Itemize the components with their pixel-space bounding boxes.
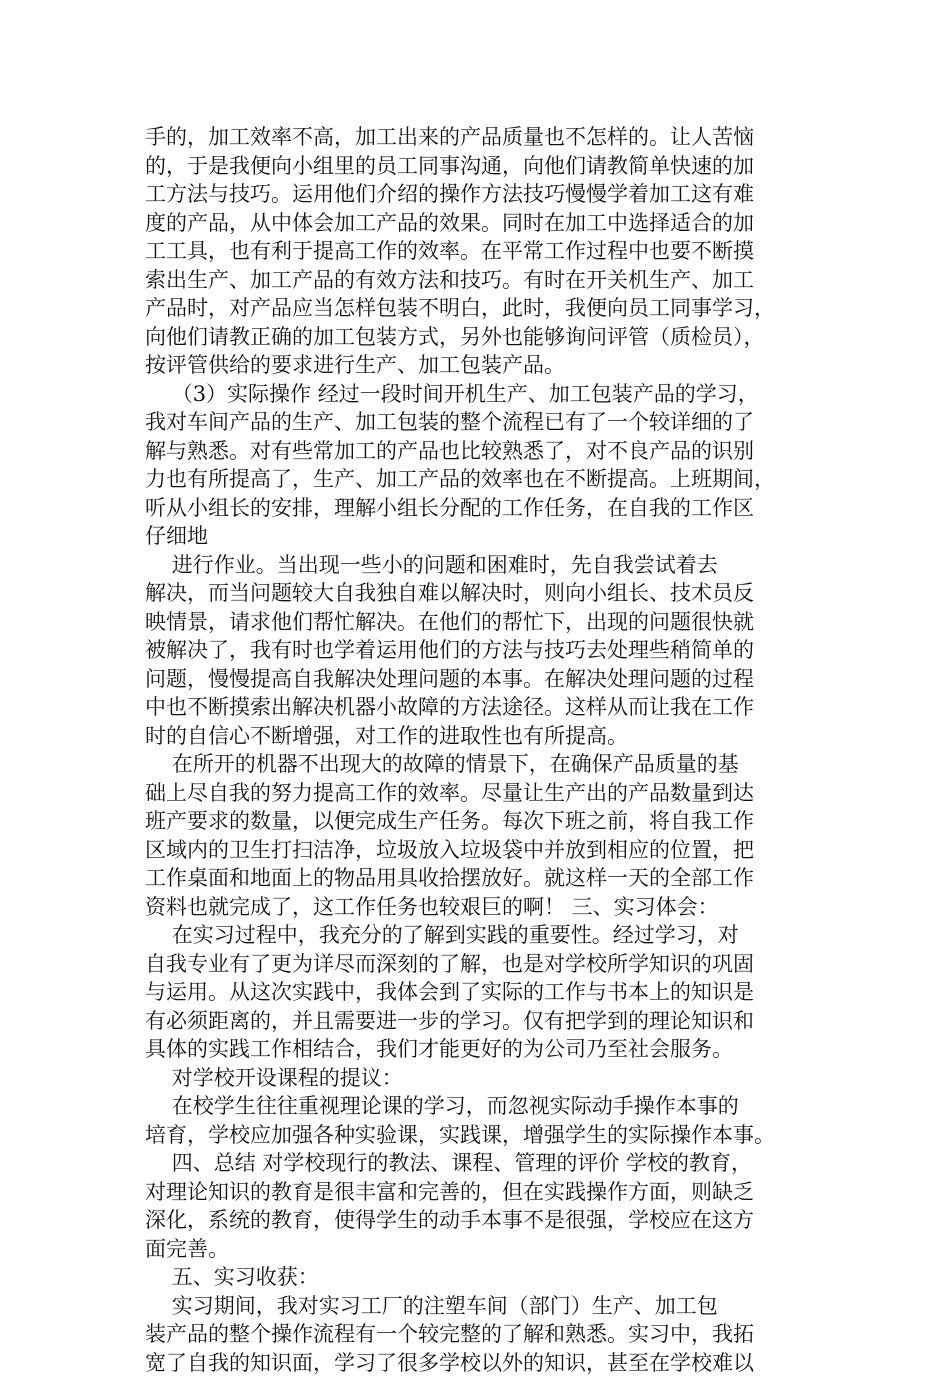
text-line: 解与熟悉。对有些常加工的产品也比较熟悉了，对不良产品的识别 [145,437,810,466]
text-line: 按评管供给的要求进行生产、加工包装产品。 [145,351,810,380]
text-line: 解决，而当问题较大自我独自难以解决时，则向小组长、技术员反 [145,579,810,608]
text-line: 面完善。 [145,1235,810,1264]
text-line: 资料也就完成了，这工作任务也较艰巨的啊！ 三、实习体会： [145,893,810,922]
text-line: 听从小组长的安排，理解小组长分配的工作任务，在自我的工作区 [145,494,810,523]
text-line: 向他们请教正确的加工包装方式，另外也能够询问评管（质检员）， [145,323,810,352]
text-line: 工作桌面和地面上的物品用具收拾摆放好。就这样一天的全部工作 [145,864,810,893]
text-line: 区域内的卫生打扫洁净，垃圾放入垃圾袋中并放到相应的位置，把 [145,836,810,865]
text-line: 问题，慢慢提高自我解决处理问题的本事。在解决处理问题的过程 [145,665,810,694]
text-line: 自我专业有了更为详尽而深刻的了解，也是对学校所学知识的巩固 [145,950,810,979]
text-line: 我对车间产品的生产、加工包装的整个流程已有了一个较详细的了 [145,408,810,437]
text-line: 在校学生往往重视理论课的学习，而忽视实际动手操作本事的 [145,1092,810,1121]
text-line: 进行作业。当出现一些小的问题和困难时，先自我尝试着去 [145,551,810,580]
text-line: 映情景，请求他们帮忙解决。在他们的帮忙下，出现的问题很快就 [145,608,810,637]
text-line: 与运用。从这次实践中，我体会到了实际的工作与书本上的知识是 [145,978,810,1007]
text-line: 有必须距离的，并且需要进一步的学习。仅有把学到的理论知识和 [145,1007,810,1036]
text-line: 础上尽自我的努力提高工作的效率。尽量让生产出的产品数量到达 [145,779,810,808]
text-line: （3）实际操作 经过一段时间开机生产、加工包装产品的学习， [145,380,810,409]
text-line: 对理论知识的教育是很丰富和完善的，但在实践操作方面，则缺乏 [145,1178,810,1207]
text-line: 具体的实践工作相结合，我们才能更好的为公司乃至社会服务。 [145,1035,810,1064]
text-line: 力也有所提高了，生产、加工产品的效率也在不断提高。上班期间， [145,465,810,494]
text-line: 中也不断摸索出解决机器小故障的方法途径。这样从而让我在工作 [145,693,810,722]
text-line: 度的产品，从中体会加工产品的效果。同时在加工中选择适合的加 [145,209,810,238]
text-line: 宽了自我的知识面，学习了很多学校以外的知识，甚至在学校难以 [145,1349,810,1377]
document-body [145,123,810,1377]
text-line: 装产品的整个操作流程有一个较完整的了解和熟悉。实习中，我拓 [145,1320,810,1349]
text-line: 索出生产、加工产品的有效方法和技巧。有时在开关机生产、加工 [145,266,810,295]
text-line: 工工具，也有利于提高工作的效率。在平常工作过程中也要不断摸 [145,237,810,266]
text-line: 培育，学校应加强各种实验课，实践课，增强学生的实际操作本事。 [145,1121,810,1150]
text-line: 时的自信心不断增强，对工作的进取性也有所提高。 [145,722,810,751]
text-line: 手的，加工效率不高，加工出来的产品质量也不怎样的。让人苦恼 [145,123,810,152]
text-line: 对学校开设课程的提议： [145,1064,810,1093]
text-line: 的，于是我便向小组里的员工同事沟通，向他们请教简单快速的加 [145,152,810,181]
text-line: 班产要求的数量，以便完成生产任务。每次下班之前，将自我工作 [145,807,810,836]
text-line: 被解决了，我有时也学着运用他们的方法与技巧去处理些稍简单的 [145,636,810,665]
text-line: 实习期间，我对实习工厂的注塑车间（部门）生产、加工包 [145,1292,810,1321]
text-line: 四、总结 对学校现行的教法、课程、管理的评价 学校的教育， [145,1149,810,1178]
text-line: 深化，系统的教育，使得学生的动手本事不是很强，学校应在这方 [145,1206,810,1235]
text-line: 工方法与技巧。运用他们介绍的操作方法技巧慢慢学着加工这有难 [145,180,810,209]
text-line: 产品时，对产品应当怎样包装不明白，此时，我便向员工同事学习， [145,294,810,323]
text-line: 五、实习收获： [145,1263,810,1292]
text-line: 在所开的机器不出现大的故障的情景下，在确保产品质量的基 [145,750,810,779]
text-line: 仔细地 [145,522,810,551]
text-line: 在实习过程中，我充分的了解到实践的重要性。经过学习，对 [145,921,810,950]
